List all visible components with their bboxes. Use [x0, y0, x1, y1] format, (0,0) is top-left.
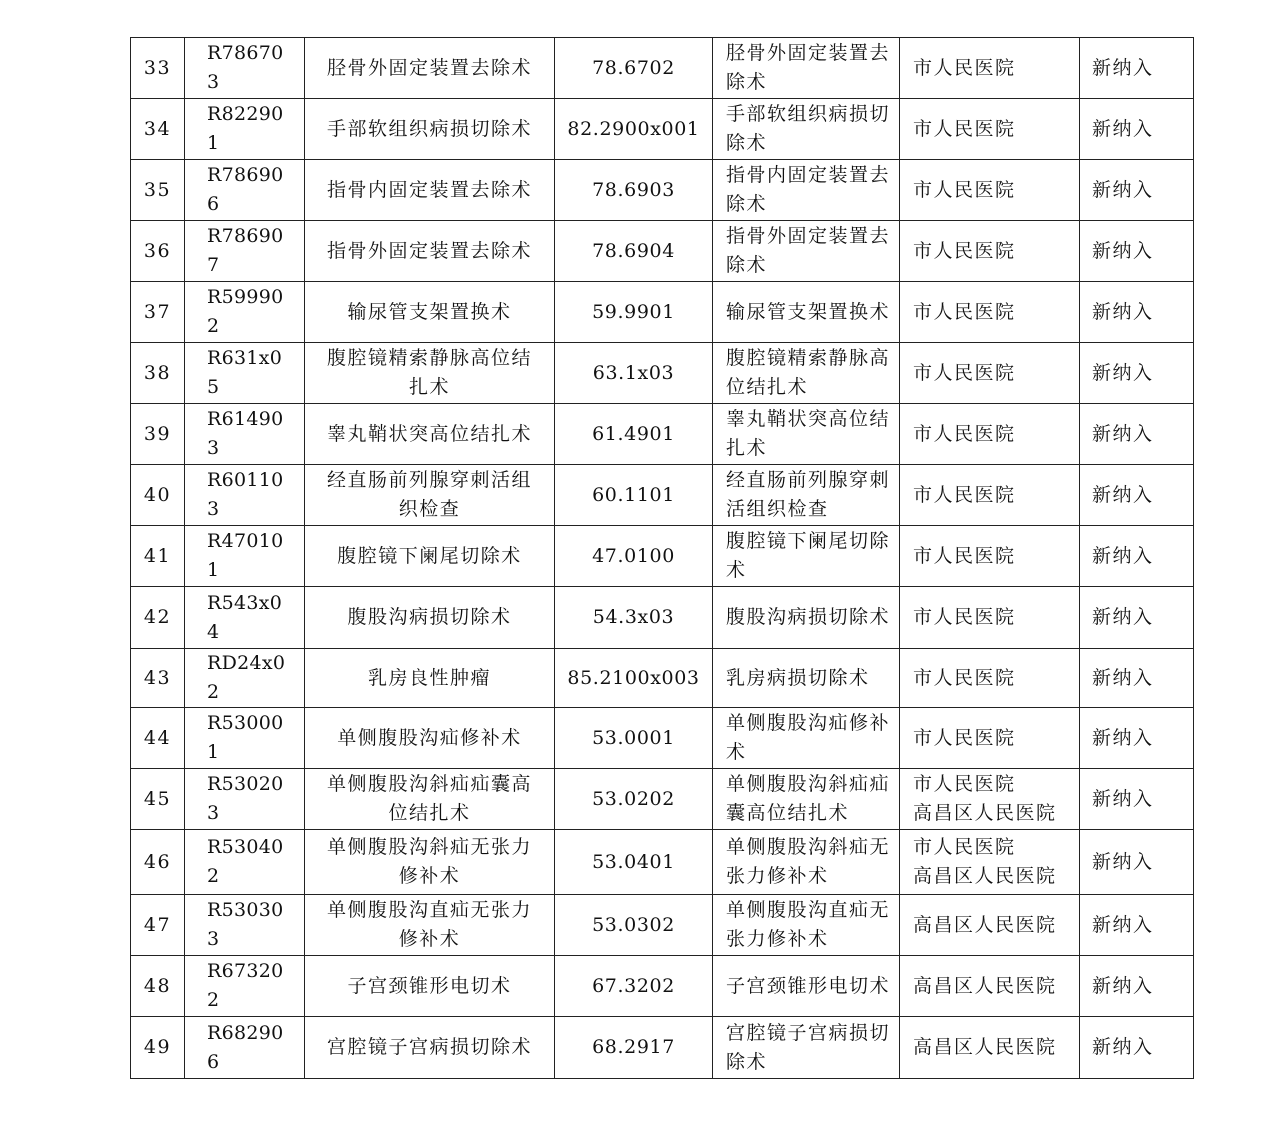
disease-code-cell: R822901 [185, 99, 305, 160]
operation-code-cell: 47.0100 [555, 526, 713, 587]
table-row [131, 895, 1194, 956]
operation-code-cell: 60.1101 [555, 465, 713, 526]
operation-code-cell: 67.3202 [555, 956, 713, 1017]
status-cell: 新纳入 [1080, 830, 1194, 895]
operation-name-cell: 宫腔镜子宫病损切除术 [713, 1017, 900, 1079]
disease-code-cell: R530001 [185, 708, 305, 769]
hospital-cell: 高昌区人民医院 [900, 895, 1080, 956]
operation-name-cell: 指骨外固定装置去除术 [713, 221, 900, 282]
row-number-cell: 44 [131, 708, 185, 769]
table-row [131, 830, 1194, 895]
operation-name-cell: 经直肠前列腺穿刺活组织检查 [713, 465, 900, 526]
procedure-table [130, 37, 1194, 1079]
status-cell: 新纳入 [1080, 160, 1194, 221]
disease-code-cell: R673202 [185, 956, 305, 1017]
hospital-cell: 市人民医院 高昌区人民医院 [900, 830, 1080, 895]
table-row [131, 99, 1194, 160]
disease-code-cell: R631x05 [185, 343, 305, 404]
table-row [131, 38, 1194, 99]
operation-name-cell: 睾丸鞘状突高位结扎术 [713, 404, 900, 465]
hospital-cell: 高昌区人民医院 [900, 956, 1080, 1017]
hospital-cell: 市人民医院 [900, 343, 1080, 404]
disease-name-cell: 睾丸鞘状突高位结扎术 [305, 404, 555, 465]
disease-name-cell: 胫骨外固定装置去除术 [305, 38, 555, 99]
row-number-cell: 40 [131, 465, 185, 526]
status-cell: 新纳入 [1080, 465, 1194, 526]
operation-name-cell: 单侧腹股沟直疝无张力修补术 [713, 895, 900, 956]
operation-code-cell: 68.2917 [555, 1017, 713, 1079]
status-cell: 新纳入 [1080, 1017, 1194, 1079]
table-row [131, 587, 1194, 649]
operation-name-cell: 手部软组织病损切除术 [713, 99, 900, 160]
operation-name-cell: 输尿管支架置换术 [713, 282, 900, 343]
row-number-cell: 33 [131, 38, 185, 99]
status-cell: 新纳入 [1080, 587, 1194, 649]
table-row [131, 160, 1194, 221]
operation-code-cell: 78.6903 [555, 160, 713, 221]
status-cell: 新纳入 [1080, 956, 1194, 1017]
row-number-cell: 47 [131, 895, 185, 956]
operation-code-cell: 78.6904 [555, 221, 713, 282]
table-row [131, 1017, 1194, 1079]
disease-name-cell: 宫腔镜子宫病损切除术 [305, 1017, 555, 1079]
row-number-cell: 48 [131, 956, 185, 1017]
hospital-cell: 市人民医院 [900, 649, 1080, 708]
row-number-cell: 49 [131, 1017, 185, 1079]
row-number-cell: 38 [131, 343, 185, 404]
row-number-cell: 46 [131, 830, 185, 895]
hospital-cell: 高昌区人民医院 [900, 1017, 1080, 1079]
disease-name-cell: 子宫颈锥形电切术 [305, 956, 555, 1017]
disease-name-cell: 单侧腹股沟直疝无张力修补术 [305, 895, 555, 956]
table-row [131, 526, 1194, 587]
operation-code-cell: 78.6702 [555, 38, 713, 99]
operation-name-cell: 腹股沟病损切除术 [713, 587, 900, 649]
status-cell: 新纳入 [1080, 769, 1194, 830]
disease-code-cell: R530402 [185, 830, 305, 895]
disease-name-cell: 腹股沟病损切除术 [305, 587, 555, 649]
table-row [131, 769, 1194, 830]
status-cell: 新纳入 [1080, 526, 1194, 587]
table-row [131, 649, 1194, 708]
disease-code-cell: R682906 [185, 1017, 305, 1079]
disease-name-cell: 腹腔镜精索静脉高位结扎术 [305, 343, 555, 404]
row-number-cell: 36 [131, 221, 185, 282]
disease-name-cell: 乳房良性肿瘤 [305, 649, 555, 708]
operation-name-cell: 单侧腹股沟斜疝无张力修补术 [713, 830, 900, 895]
operation-name-cell: 腹腔镜下阑尾切除术 [713, 526, 900, 587]
table-row [131, 708, 1194, 769]
row-number-cell: 37 [131, 282, 185, 343]
disease-code-cell: R614903 [185, 404, 305, 465]
status-cell: 新纳入 [1080, 708, 1194, 769]
disease-name-cell: 经直肠前列腺穿刺活组织检查 [305, 465, 555, 526]
status-cell: 新纳入 [1080, 343, 1194, 404]
hospital-cell: 市人民医院 [900, 465, 1080, 526]
status-cell: 新纳入 [1080, 282, 1194, 343]
operation-code-cell: 54.3x03 [555, 587, 713, 649]
row-number-cell: 39 [131, 404, 185, 465]
disease-name-cell: 腹腔镜下阑尾切除术 [305, 526, 555, 587]
hospital-cell: 市人民医院 [900, 587, 1080, 649]
disease-code-cell: RD24x02 [185, 649, 305, 708]
status-cell: 新纳入 [1080, 221, 1194, 282]
operation-code-cell: 53.0202 [555, 769, 713, 830]
table-row [131, 956, 1194, 1017]
row-number-cell: 34 [131, 99, 185, 160]
operation-code-cell: 82.2900x001 [555, 99, 713, 160]
status-cell: 新纳入 [1080, 404, 1194, 465]
hospital-cell: 市人民医院 [900, 282, 1080, 343]
disease-code-cell: R599902 [185, 282, 305, 343]
disease-code-cell: R786906 [185, 160, 305, 221]
table-body [131, 38, 1194, 1079]
row-number-cell: 42 [131, 587, 185, 649]
hospital-cell: 市人民医院 [900, 38, 1080, 99]
disease-code-cell: R530203 [185, 769, 305, 830]
hospital-cell: 市人民医院 [900, 708, 1080, 769]
disease-code-cell: R601103 [185, 465, 305, 526]
row-number-cell: 35 [131, 160, 185, 221]
table-row [131, 282, 1194, 343]
disease-code-cell: R786907 [185, 221, 305, 282]
operation-name-cell: 胫骨外固定装置去除术 [713, 38, 900, 99]
disease-name-cell: 单侧腹股沟疝修补术 [305, 708, 555, 769]
table-row [131, 465, 1194, 526]
row-number-cell: 45 [131, 769, 185, 830]
disease-name-cell: 手部软组织病损切除术 [305, 99, 555, 160]
row-number-cell: 43 [131, 649, 185, 708]
disease-code-cell: R470101 [185, 526, 305, 587]
disease-name-cell: 单侧腹股沟斜疝无张力修补术 [305, 830, 555, 895]
operation-name-cell: 指骨内固定装置去除术 [713, 160, 900, 221]
disease-code-cell: R786703 [185, 38, 305, 99]
disease-code-cell: R543x04 [185, 587, 305, 649]
hospital-cell: 市人民医院 [900, 526, 1080, 587]
status-cell: 新纳入 [1080, 38, 1194, 99]
hospital-cell: 市人民医院 [900, 160, 1080, 221]
operation-name-cell: 单侧腹股沟疝修补术 [713, 708, 900, 769]
operation-code-cell: 59.9901 [555, 282, 713, 343]
disease-name-cell: 单侧腹股沟斜疝疝囊高位结扎术 [305, 769, 555, 830]
disease-code-cell: R530303 [185, 895, 305, 956]
operation-name-cell: 乳房病损切除术 [713, 649, 900, 708]
operation-code-cell: 53.0401 [555, 830, 713, 895]
operation-name-cell: 单侧腹股沟斜疝疝囊高位结扎术 [713, 769, 900, 830]
hospital-cell: 市人民医院 高昌区人民医院 [900, 769, 1080, 830]
operation-code-cell: 85.2100x003 [555, 649, 713, 708]
operation-code-cell: 63.1x03 [555, 343, 713, 404]
disease-name-cell: 指骨外固定装置去除术 [305, 221, 555, 282]
status-cell: 新纳入 [1080, 649, 1194, 708]
operation-code-cell: 53.0302 [555, 895, 713, 956]
row-number-cell: 41 [131, 526, 185, 587]
table-row [131, 404, 1194, 465]
operation-name-cell: 腹腔镜精索静脉高位结扎术 [713, 343, 900, 404]
disease-name-cell: 指骨内固定装置去除术 [305, 160, 555, 221]
disease-name-cell: 输尿管支架置换术 [305, 282, 555, 343]
table-row [131, 343, 1194, 404]
status-cell: 新纳入 [1080, 99, 1194, 160]
operation-code-cell: 53.0001 [555, 708, 713, 769]
hospital-cell: 市人民医院 [900, 404, 1080, 465]
hospital-cell: 市人民医院 [900, 99, 1080, 160]
operation-name-cell: 子宫颈锥形电切术 [713, 956, 900, 1017]
operation-code-cell: 61.4901 [555, 404, 713, 465]
table-row [131, 221, 1194, 282]
status-cell: 新纳入 [1080, 895, 1194, 956]
hospital-cell: 市人民医院 [900, 221, 1080, 282]
